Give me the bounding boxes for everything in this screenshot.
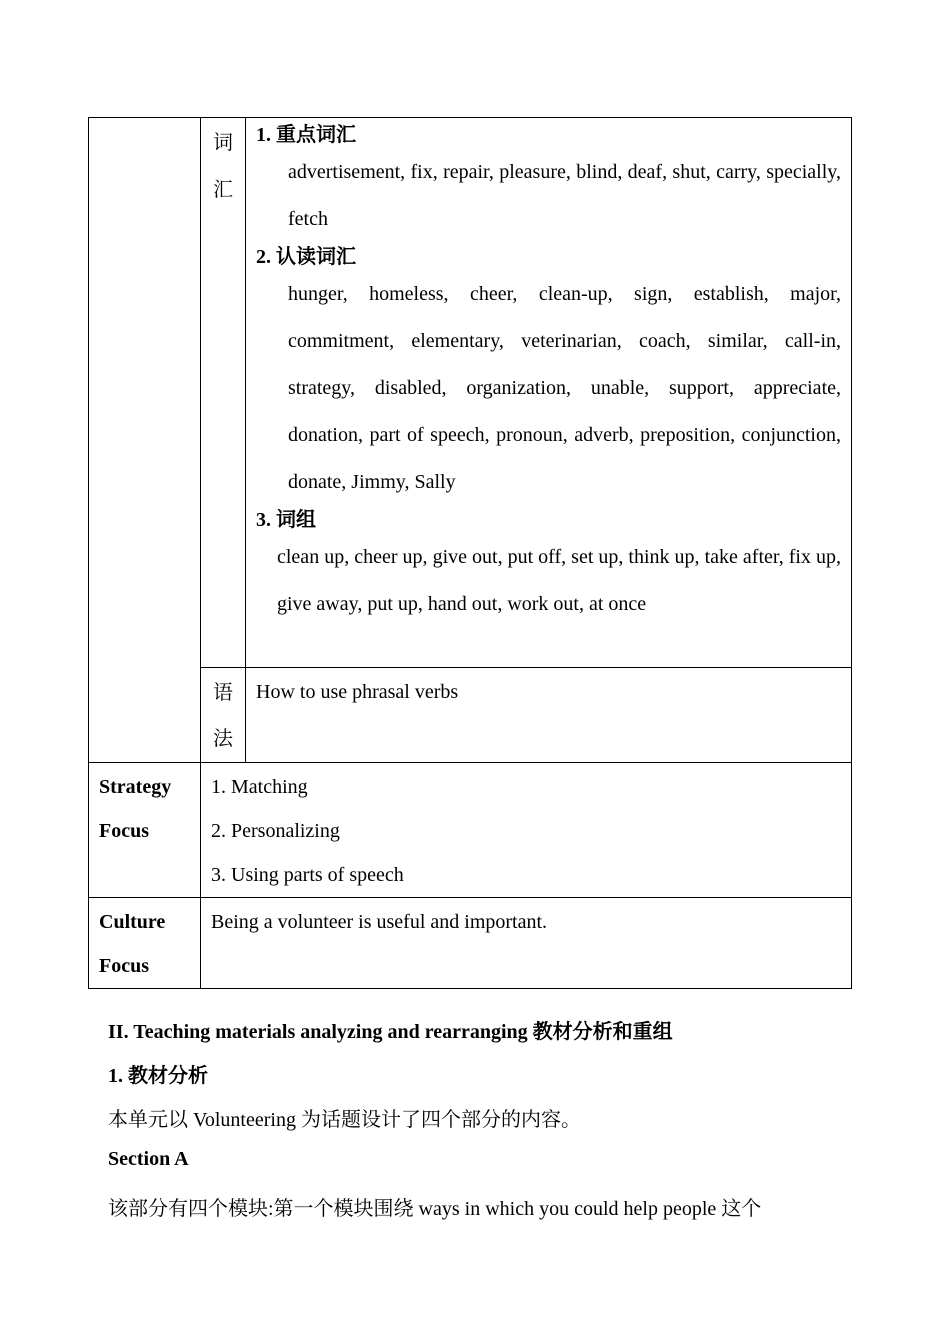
strategy-item: 1. Matching (211, 776, 308, 798)
grammar-label-char: 语 (213, 682, 233, 704)
strategy-content-cell (201, 763, 852, 898)
sub-heading: 1. 教材分析 (108, 1065, 208, 1087)
grammar-label-cell (201, 668, 246, 763)
section-a-paragraph: 该部分有四个模块:第一个模块围绕 ways in which you could help people 这个 (108, 1198, 762, 1220)
grammar-text: How to use phrasal verbs (256, 681, 459, 703)
phrases-heading: 3. 词组 (256, 509, 316, 531)
vocabulary-label-char: 词 (213, 132, 233, 154)
strategy-row (89, 763, 852, 898)
culture-label-line: Focus (99, 955, 149, 977)
strategy-label-cell (89, 763, 201, 898)
culture-label-line: Culture (99, 911, 166, 933)
empty-category-cell (89, 118, 201, 763)
lesson-overview-table (88, 117, 852, 989)
vocabulary-label-cell (201, 118, 246, 668)
section-a-title: Section A (108, 1148, 189, 1170)
grammar-label-char: 法 (213, 728, 233, 750)
recognition-vocabulary-heading: 2. 认读词汇 (256, 246, 356, 268)
culture-row (89, 898, 852, 989)
key-vocabulary-heading: 1. 重点词汇 (256, 124, 356, 146)
strategy-label-line: Focus (99, 820, 149, 842)
vocabulary-content-cell (246, 118, 852, 668)
grammar-content-cell (246, 668, 852, 763)
strategy-label-line: Strategy (99, 776, 172, 798)
strategy-item: 3. Using parts of speech (211, 864, 404, 886)
intro-paragraph: 本单元以 Volunteering 为话题设计了四个部分的内容。 (108, 1109, 581, 1131)
culture-text: Being a volunteer is useful and important. (211, 911, 548, 933)
culture-label-cell (89, 898, 201, 989)
section-heading: II. Teaching materials analyzing and rearranging 教材分析和重组 (108, 1021, 673, 1043)
strategy-item: 2. Personalizing (211, 820, 340, 842)
recognition-vocabulary-text: hunger, homeless, cheer, clean-up, sign, establish, major, commitment, elementary, veterinarian, coach, similar, call-in, strategy, disabled, organization, unable, support, appreciate, donation, part of speech, pronoun, adverb, preposition, conjunction, donate, Jimmy, Sally (288, 283, 841, 493)
vocabulary-label-char: 汇 (213, 179, 233, 201)
grammar-row (89, 668, 852, 763)
culture-content-cell (201, 898, 852, 989)
vocabulary-row (89, 118, 852, 668)
key-vocabulary-text: advertisement, fix, repair, pleasure, blind, deaf, shut, carry, specially, fetch (288, 161, 841, 230)
phrases-text: clean up, cheer up, give out, put off, set up, think up, take after, fix up, give away, put up, hand out, work out, at once (277, 546, 841, 615)
